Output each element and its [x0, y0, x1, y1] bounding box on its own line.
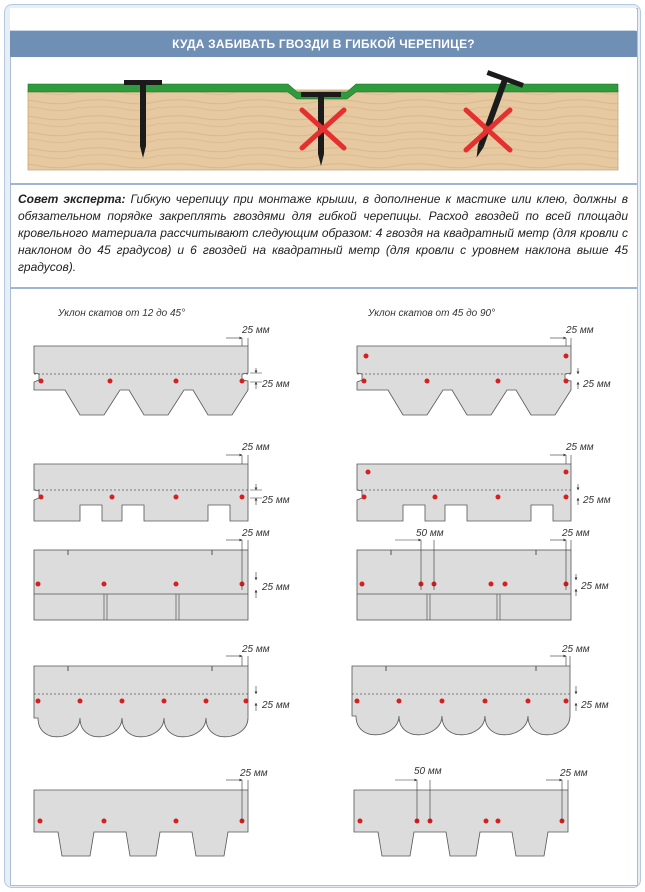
dim-label: 25 мм [566, 442, 594, 453]
dim-label: 25 мм [562, 528, 590, 539]
page-title: КУДА ЗАБИВАТЬ ГВОЗДИ В ГИБКОЙ ЧЕРЕПИЦЕ? [10, 31, 637, 57]
dim-label: 25 мм [262, 379, 290, 390]
dim-label: 25 мм [242, 442, 270, 453]
shingle-right-5 [354, 766, 588, 856]
dim-label: 25 мм [262, 582, 290, 593]
dim-label: 25 мм [583, 379, 611, 390]
dim-label: 25 мм [262, 700, 290, 711]
dim-label: 25 мм [562, 644, 590, 655]
advice-label: Совет эксперта: [18, 192, 126, 206]
dim-label: 25 мм [242, 325, 270, 336]
dim-label: 50 мм [416, 528, 444, 539]
dim-label: 50 мм [414, 766, 442, 777]
nail-illustration [28, 70, 618, 170]
caption-left: Уклон скатов от 12 до 45° [58, 308, 186, 319]
shingle-right-1 [357, 325, 611, 415]
shingle-right-4 [352, 644, 609, 735]
advice-text: Гибкую черепицу при монтаже крыши, в дополнение к мастике или клею, должны в обязательном порядке закреплять гвоздями для гибкой черепицы. Расход гвоздей по всей площади кровельного материала рассчитывают следующим образом: 4 гвоздя на квадратный метр (для кровли с наклоном до 45 градусов) и 6 гвоздей на квадратный метр (для кровли с уровнем наклона выше 45 градусов). [18, 192, 628, 274]
dim-label: 25 мм [581, 700, 609, 711]
shingle-left-5 [34, 768, 268, 856]
shingle-right-2 [357, 442, 611, 521]
dim-label: 25 мм [560, 768, 588, 779]
shingle-left-2 [34, 442, 290, 521]
caption-right: Уклон скатов от 45 до 90° [368, 308, 496, 319]
dim-label: 25 мм [240, 768, 268, 779]
shingle-left-4 [34, 644, 290, 737]
shingle-right-3 [357, 528, 609, 620]
shingle-left-3 [34, 528, 290, 620]
dim-label: 25 мм [242, 528, 270, 539]
dim-label: 25 мм [581, 581, 609, 592]
dim-label: 25 мм [583, 495, 611, 506]
dim-label: 25 мм [262, 495, 290, 506]
shingle-left-1 [34, 325, 290, 415]
dim-label: 25 мм [566, 325, 594, 336]
dim-label: 25 мм [242, 644, 270, 655]
